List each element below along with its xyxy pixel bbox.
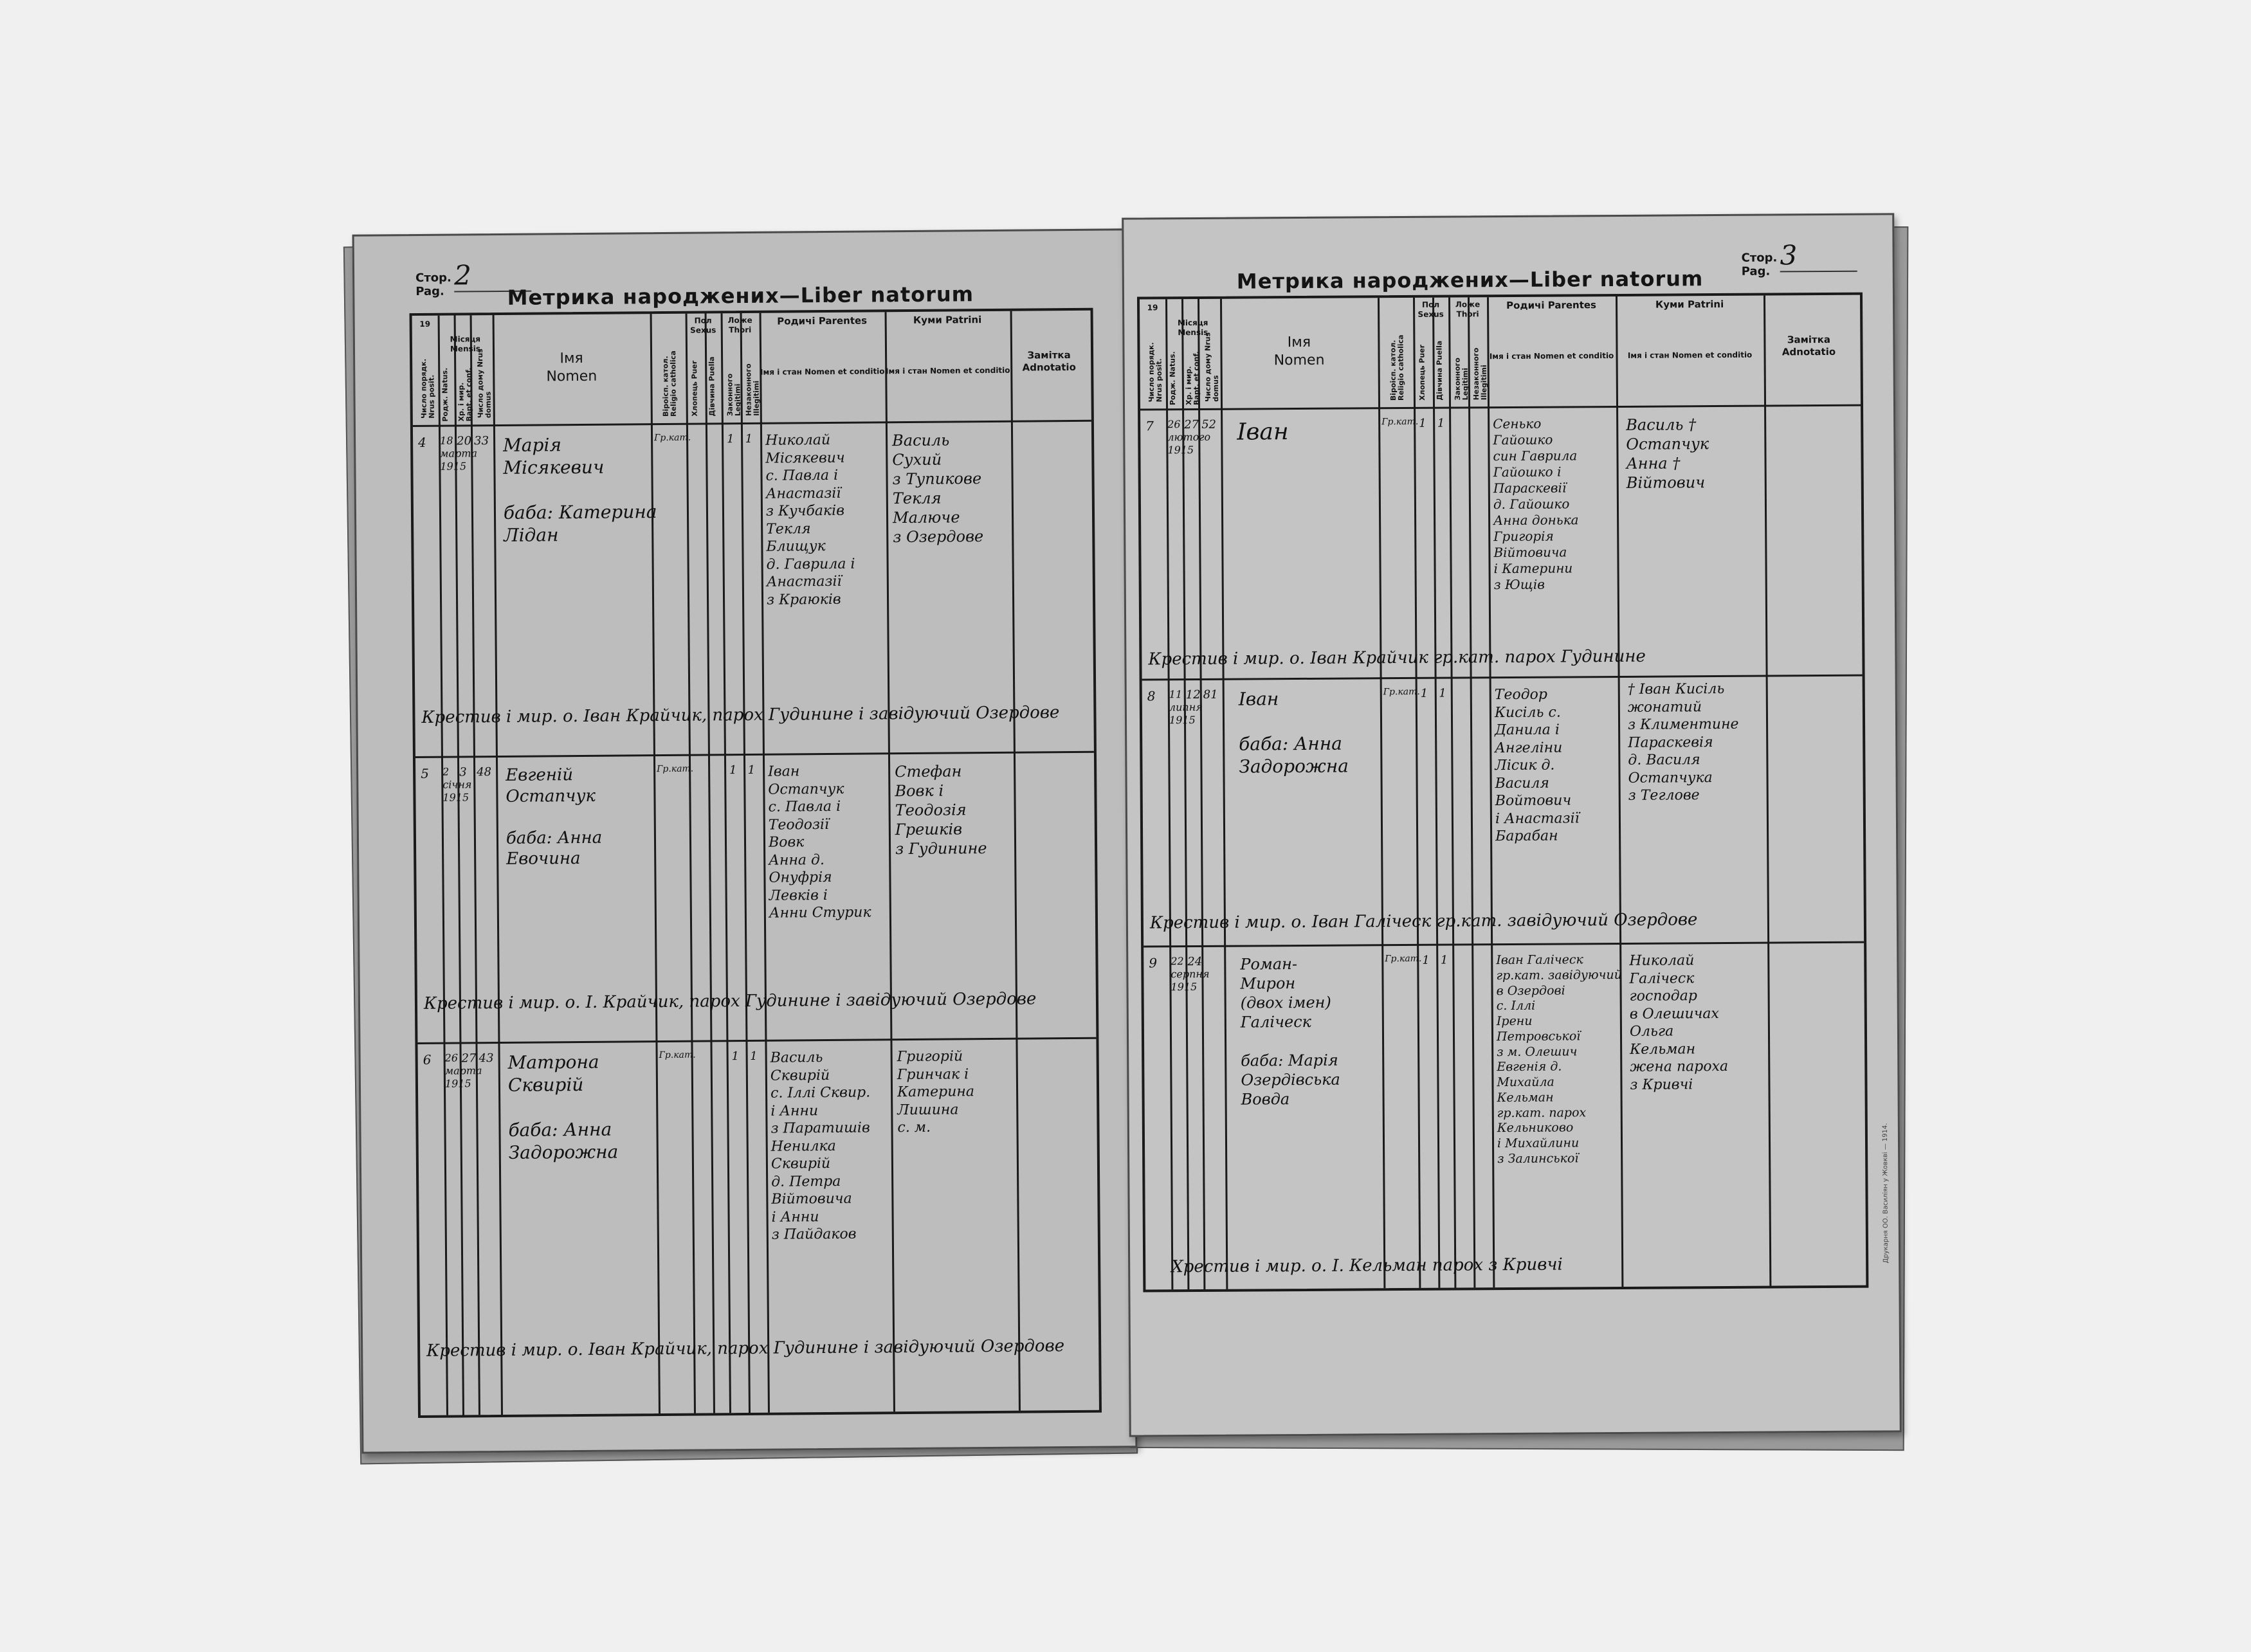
- header-patrini: Куми Patrini: [913, 314, 982, 326]
- column-rule: [1010, 311, 1021, 1411]
- entry-house-num: 33: [474, 434, 489, 448]
- entry-baptism-note: Крестив і мир. о. І. Крайчик, парох Гудинине і завідуючий Озердове: [423, 989, 1037, 1013]
- year-prefix: 19: [1147, 303, 1158, 313]
- header-patrini-sub: Імя і стан Nomen et conditio: [885, 365, 1010, 376]
- header-parents: Родичі Parentes: [777, 314, 868, 327]
- page-label-pag: Pag.: [415, 284, 444, 298]
- entry-house-num: 52: [1201, 417, 1217, 431]
- entry-rule: [417, 1037, 1096, 1044]
- header-name: [1220, 333, 1378, 369]
- left-page: [352, 228, 1138, 1453]
- column-rule: [1448, 298, 1456, 1288]
- entry-baptism-note: Крестив і мир. о. Іван Крайчик гр.кат. парох Гудинине: [1148, 646, 1646, 669]
- column-rule: [686, 314, 696, 1413]
- entry-name: Роман- Мирон (двох імен) Галіческ баба: Марія Озердівська Вовда: [1240, 955, 1340, 1109]
- header-name-uk: Імя: [560, 350, 583, 367]
- column-rule: [740, 313, 751, 1413]
- entry-birth-date: 11 липня 1915: [1169, 688, 1203, 727]
- column-rule: [705, 313, 715, 1413]
- register-table: [410, 308, 1102, 1418]
- entry-legitimacy-marks: 1 1: [1422, 953, 1448, 967]
- header-notes: [1763, 334, 1854, 358]
- entry-birth-date: 26 марта 1915: [444, 1051, 482, 1090]
- header-name-latin: Nomen: [1273, 352, 1325, 368]
- entry-parents: Сенько Гайошко син Гаврила Гайошко і Параскевії д. Гайошко Анна донька Григорія Війтовича і Катерини з Ющів: [1493, 415, 1579, 593]
- header-notes-uk: Замітка: [1027, 349, 1071, 361]
- entry-baptism-date: 3: [459, 765, 467, 779]
- entry-baptism-note: Крестив і мир. о. Іван Галіческ гр.кат. завідуючий Озердове: [1149, 910, 1698, 933]
- header-religion: Віроісп. катол. Religio catholica: [661, 350, 678, 417]
- header-parents-sub: Імя і стан Nomen et conditio: [1489, 351, 1614, 361]
- page-number: 3: [1780, 239, 1857, 273]
- column-rule: [470, 315, 480, 1415]
- entry-name: Матрона Сквирій баба: Анна Задорожна: [507, 1051, 619, 1163]
- column-rule: [1378, 298, 1385, 1288]
- header-sexus: Пол Sexus: [690, 316, 716, 335]
- entry-baptism-date: 27: [461, 1051, 477, 1066]
- entry-baptism-note: Крестив і мир. о. Іван Крайчик, парох Гудинине і завідуючий Озердове: [426, 1336, 1065, 1361]
- column-rule: [1220, 299, 1228, 1289]
- entry-rule: [415, 751, 1094, 758]
- entry-rule: [1144, 941, 1864, 948]
- header-notes: [1010, 349, 1088, 374]
- header-baptized: Хр. і мир. Bapt. et conf.: [1184, 351, 1201, 406]
- entry-religion: Гр.кат.: [654, 432, 691, 444]
- column-rule: [1432, 298, 1440, 1288]
- column-rule: [454, 316, 464, 1415]
- header-thori: Ложе Thori: [727, 315, 752, 335]
- header-mensis: Місяця Mensis: [450, 334, 481, 354]
- header-female: Дівчина Puella: [1435, 340, 1444, 401]
- header-born: Родж. Natus.: [441, 367, 450, 422]
- entry-godparents: Василь Сухий з Тупикове Текля Малюче з Озердове: [892, 431, 984, 547]
- entry-parents: Іван Галіческ гр.кат. завідуючий в Озердові с. Іллі Ірени Петровської з м. Олешич Евгенія д. Михайла Кельман гр.кат. парох Кельниково і Михайлини з Залинської: [1496, 952, 1622, 1166]
- header-name: [493, 349, 650, 386]
- entry-religion: Гр.кат.: [657, 763, 694, 775]
- entry-birth-date: 2 січня 1915: [442, 765, 472, 804]
- column-rule: [493, 315, 503, 1415]
- register-book: [357, 215, 1897, 1450]
- page-title: Метрика народжених—Liber natorum: [507, 282, 974, 310]
- register-table: [1137, 293, 1868, 1293]
- entry-religion: Гр.кат.: [1385, 953, 1422, 965]
- column-rule: [438, 316, 448, 1415]
- entry-name: Евгеній Остапчук баба: Анна Евочина: [506, 765, 603, 869]
- entry-religion: Гр.кат.: [1383, 686, 1420, 698]
- entry-godparents: Василь † Остапчук Анна † Війтович: [1626, 415, 1709, 492]
- header-legit: Законного Legitimi: [725, 373, 742, 417]
- header-notes-latin: Adnotatio: [1782, 345, 1836, 358]
- entry-name: Іван баба: Анна Задорожна: [1238, 688, 1349, 777]
- column-rule: [1413, 298, 1421, 1288]
- header-baptized: Хр. і мир. Bapt. et conf.: [457, 367, 473, 422]
- printer-imprint: Друкарня ОО. Василіян у Жовкві — 1914.: [1881, 1123, 1890, 1264]
- header-illegit: Незаконного Illegitimi: [744, 363, 761, 416]
- entry-legitimacy-marks: 1 1: [729, 763, 756, 777]
- entry-parents: Николай Місякевич с. Павла і Анастазії з Кучбаків Текля Блищук д. Гаврила і Анастазії з Краюків: [765, 431, 855, 608]
- header-born: Родж. Natus.: [1168, 351, 1178, 406]
- header-num: Число порядк. Nrus posit.: [419, 358, 436, 419]
- header-illegit: Незаконного Illegitimi: [1472, 347, 1489, 401]
- page-number: 2: [454, 259, 531, 293]
- column-rule: [1468, 297, 1475, 1287]
- entry-parents: Іван Остапчук с. Павла і Теодозії Вовк Анна д. Онуфрія Левків і Анни Стурик: [768, 763, 871, 921]
- entry-baptism-date: 27: [1184, 417, 1199, 432]
- entry-godparents: Стефан Вовк і Теодозія Грешків з Гудинине: [895, 762, 987, 858]
- header-rule: [1140, 404, 1861, 411]
- entry-baptism-note: Крестив і мир. о. Іван Крайчик, парох Гудинине і завідуючий Озердове: [421, 703, 1060, 727]
- header-name-uk: Імя: [1287, 334, 1311, 351]
- page-label-stor: Стор.: [1741, 251, 1778, 265]
- page-label-stor: Стор.: [415, 271, 451, 285]
- entry-legitimacy-marks: 1 1: [1420, 686, 1446, 700]
- entry-baptism-note: Хрестив і мир. о. І. Кельман парох з Кривчі: [1171, 1255, 1563, 1277]
- header-sexus: Пол Sexus: [1417, 300, 1444, 319]
- entry-birth-date: 22 серпня 1915: [1171, 955, 1210, 994]
- entry-parents: Теодор Кисіль с. Данила і Ангеліни Лісик д. Василя Войтович і Анастазії Барабан: [1494, 686, 1580, 845]
- header-thori: Ложе Thori: [1455, 300, 1481, 319]
- entry-baptism-date: 24: [1187, 954, 1203, 969]
- entry-rule: [1142, 675, 1863, 681]
- page-title: Метрика народжених—Liber natorum: [1236, 266, 1704, 294]
- entry-name: Марія Місякевич баба: Катерина Лідан: [503, 434, 657, 546]
- header-male: Хлопець Puer: [1417, 344, 1426, 401]
- entry-baptism-date: 20: [457, 434, 472, 448]
- page-label-pag: Pag.: [1741, 264, 1771, 278]
- entry-name: Іван: [1237, 419, 1289, 446]
- entry-godparents: Николай Галіческ господар в Олешичах Ольга Кельман жена пароха з Кривчі: [1629, 952, 1729, 1093]
- entry-birth-date: 26 лютого 1915: [1167, 418, 1211, 457]
- entry-num: 4: [418, 434, 426, 450]
- header-legit: Законного Legitimi: [1453, 358, 1470, 401]
- header-mensis: Місяця Mensis: [1177, 318, 1208, 338]
- header-notes-uk: Замітка: [1787, 333, 1831, 346]
- column-rule: [1763, 296, 1771, 1286]
- entry-religion: Гр.кат.: [1381, 416, 1419, 428]
- header-male: Хлопець Puer: [690, 360, 699, 417]
- entry-baptism-date: 12: [1185, 687, 1201, 702]
- entry-birth-date: 18 марта 1915: [440, 434, 478, 473]
- header-religion: Віроісп. катол. Religio catholica: [1389, 334, 1406, 401]
- header-rule: [413, 420, 1091, 427]
- header-parents: Родичі Parentes: [1506, 299, 1597, 312]
- year-prefix: 19: [419, 319, 431, 329]
- header-name-latin: Nomen: [546, 368, 597, 385]
- header-female: Дівчина Puella: [707, 356, 716, 417]
- header-num: Число порядк. Nrus posit.: [1147, 342, 1164, 403]
- entry-house-num: 43: [478, 1051, 494, 1066]
- entry-legitimacy-marks: 1 1: [727, 431, 753, 446]
- header-patrini-sub: Імя і стан Nomen et conditio: [1627, 350, 1753, 360]
- right-page: [1122, 213, 1902, 1437]
- entry-num: 9: [1149, 955, 1158, 971]
- entry-parents: Василь Сквирій с. Іллі Сквир. і Анни з Паратишів Ненилка Сквирій д. Петра Війтовича і Анни з Пайдаков: [770, 1049, 871, 1243]
- header-house: Число дому Nrus domus: [1203, 332, 1221, 402]
- entry-num: 6: [423, 1051, 432, 1067]
- entry-legitimacy-marks: 1 1: [1419, 416, 1445, 430]
- header-house: Число дому Nrus domus: [475, 349, 493, 419]
- entry-legitimacy-marks: 1 1: [731, 1049, 758, 1064]
- header-patrini: Куми Patrini: [1655, 298, 1724, 311]
- entry-num: 5: [421, 765, 429, 781]
- entry-godparents: † Іван Кисіль жонатий з Климентине Параскевія д. Василя Остапчука з Теглове: [1627, 680, 1739, 804]
- entry-religion: Гр.кат.: [659, 1049, 696, 1061]
- entry-godparents: Григорій Гринчак і Катерина Лишина с. м.: [897, 1048, 975, 1136]
- entry-house-num: 81: [1203, 687, 1218, 702]
- header-notes-latin: Adnotatio: [1022, 361, 1076, 374]
- header-parents-sub: Імя і стан Nomen et conditio: [760, 367, 885, 377]
- column-rule: [721, 313, 731, 1413]
- entry-house-num: 48: [477, 765, 492, 779]
- entry-num: 8: [1147, 688, 1156, 704]
- entry-num: 7: [1145, 418, 1154, 434]
